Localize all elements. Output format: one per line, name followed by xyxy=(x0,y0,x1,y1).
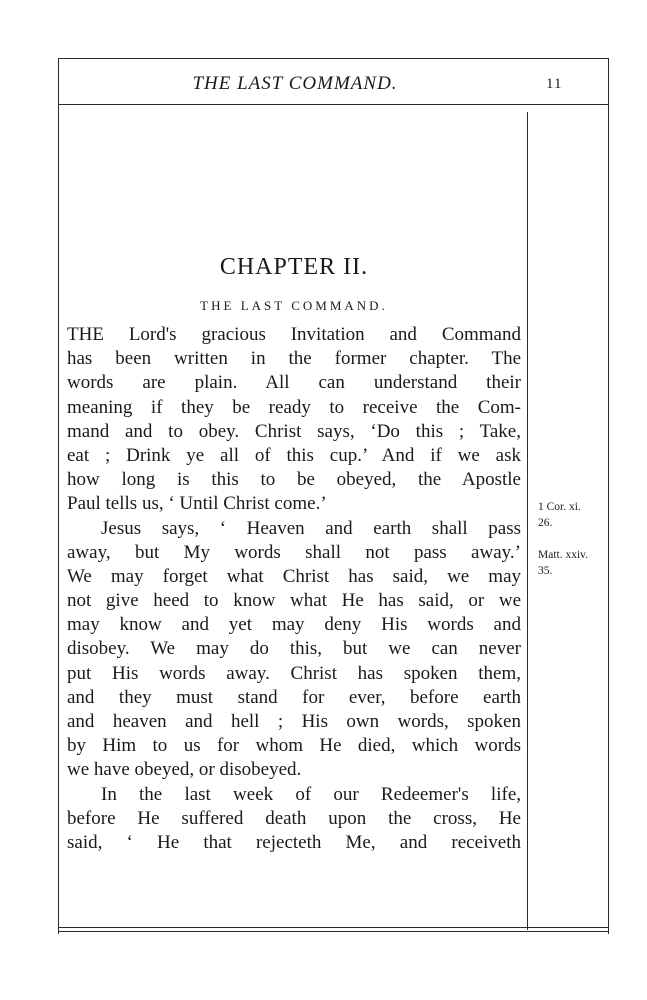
body-line: meaning if they be ready to receive the Com- xyxy=(67,396,521,418)
margin-reference xyxy=(538,500,581,531)
body-line: disobey. We may do this, but we can never xyxy=(67,638,521,660)
body-line: and heaven and hell ; His own words, spoken xyxy=(67,711,521,732)
page-frame-left-rule xyxy=(58,58,59,934)
body-line: may know and yet may deny His words and xyxy=(67,614,521,636)
body-line: In the last week of our Redeemer's life, xyxy=(101,783,521,805)
body-line: THE Lord's gracious Invitation and Command xyxy=(67,324,521,345)
body-text xyxy=(67,323,521,855)
body-line: We may forget what Christ has said, we may xyxy=(67,565,521,587)
body-line: words are plain. All can understand their xyxy=(67,372,521,394)
page-frame-top-rule xyxy=(58,58,609,59)
header-bottom-rule xyxy=(58,104,609,105)
body-line: mand and to obey. Christ says, ‘Do this ; Take, xyxy=(67,420,521,442)
chapter-subtitle: THE LAST COMMAND. xyxy=(200,298,388,313)
page-number: 11 xyxy=(546,76,563,92)
margin-reference-book: Matt. xxiv. xyxy=(538,549,589,561)
margin-column-rule xyxy=(527,112,528,930)
body-line: we have obeyed, or disobeyed. xyxy=(67,759,302,781)
body-line: how long is this to be obeyed, the Apostle xyxy=(67,469,521,491)
running-title: THE LAST COMMAND. xyxy=(192,73,398,94)
body-line: before He suffered death upon the cross, He xyxy=(67,807,521,829)
body-line: eat ; Drink ye all of this cup.’ And if we ask xyxy=(67,444,521,466)
page-frame-right-rule xyxy=(608,58,609,934)
page-frame-bottom-rule xyxy=(58,927,609,928)
margin-reference-verse: 35. xyxy=(538,564,553,577)
body-line: Paul tells us, ‘ Until Christ come.’ xyxy=(67,493,327,515)
chapter-title: CHAPTER II. xyxy=(219,254,369,280)
body-line: not give heed to know what He has said, or we xyxy=(67,590,521,612)
body-line: has been written in the former chapter. The xyxy=(67,348,521,370)
body-line: and they must stand for ever, before earth xyxy=(67,686,521,708)
page-frame-bottom-rule-inner xyxy=(58,931,609,932)
body-line: Jesus says, ‘ Heaven and earth shall pass xyxy=(101,517,521,539)
body-line: said, ‘ He that rejecteth Me, and receiveth xyxy=(67,831,521,853)
margin-reference-book: 1 Cor. xi. xyxy=(538,501,581,513)
body-line: put His words away. Christ has spoken them, xyxy=(67,662,521,684)
margin-reference xyxy=(538,548,588,579)
body-line: by Him to us for whom He died, which words xyxy=(67,735,521,757)
margin-reference-verse: 26. xyxy=(538,516,553,529)
body-line: away, but My words shall not pass away.’ xyxy=(67,541,521,563)
